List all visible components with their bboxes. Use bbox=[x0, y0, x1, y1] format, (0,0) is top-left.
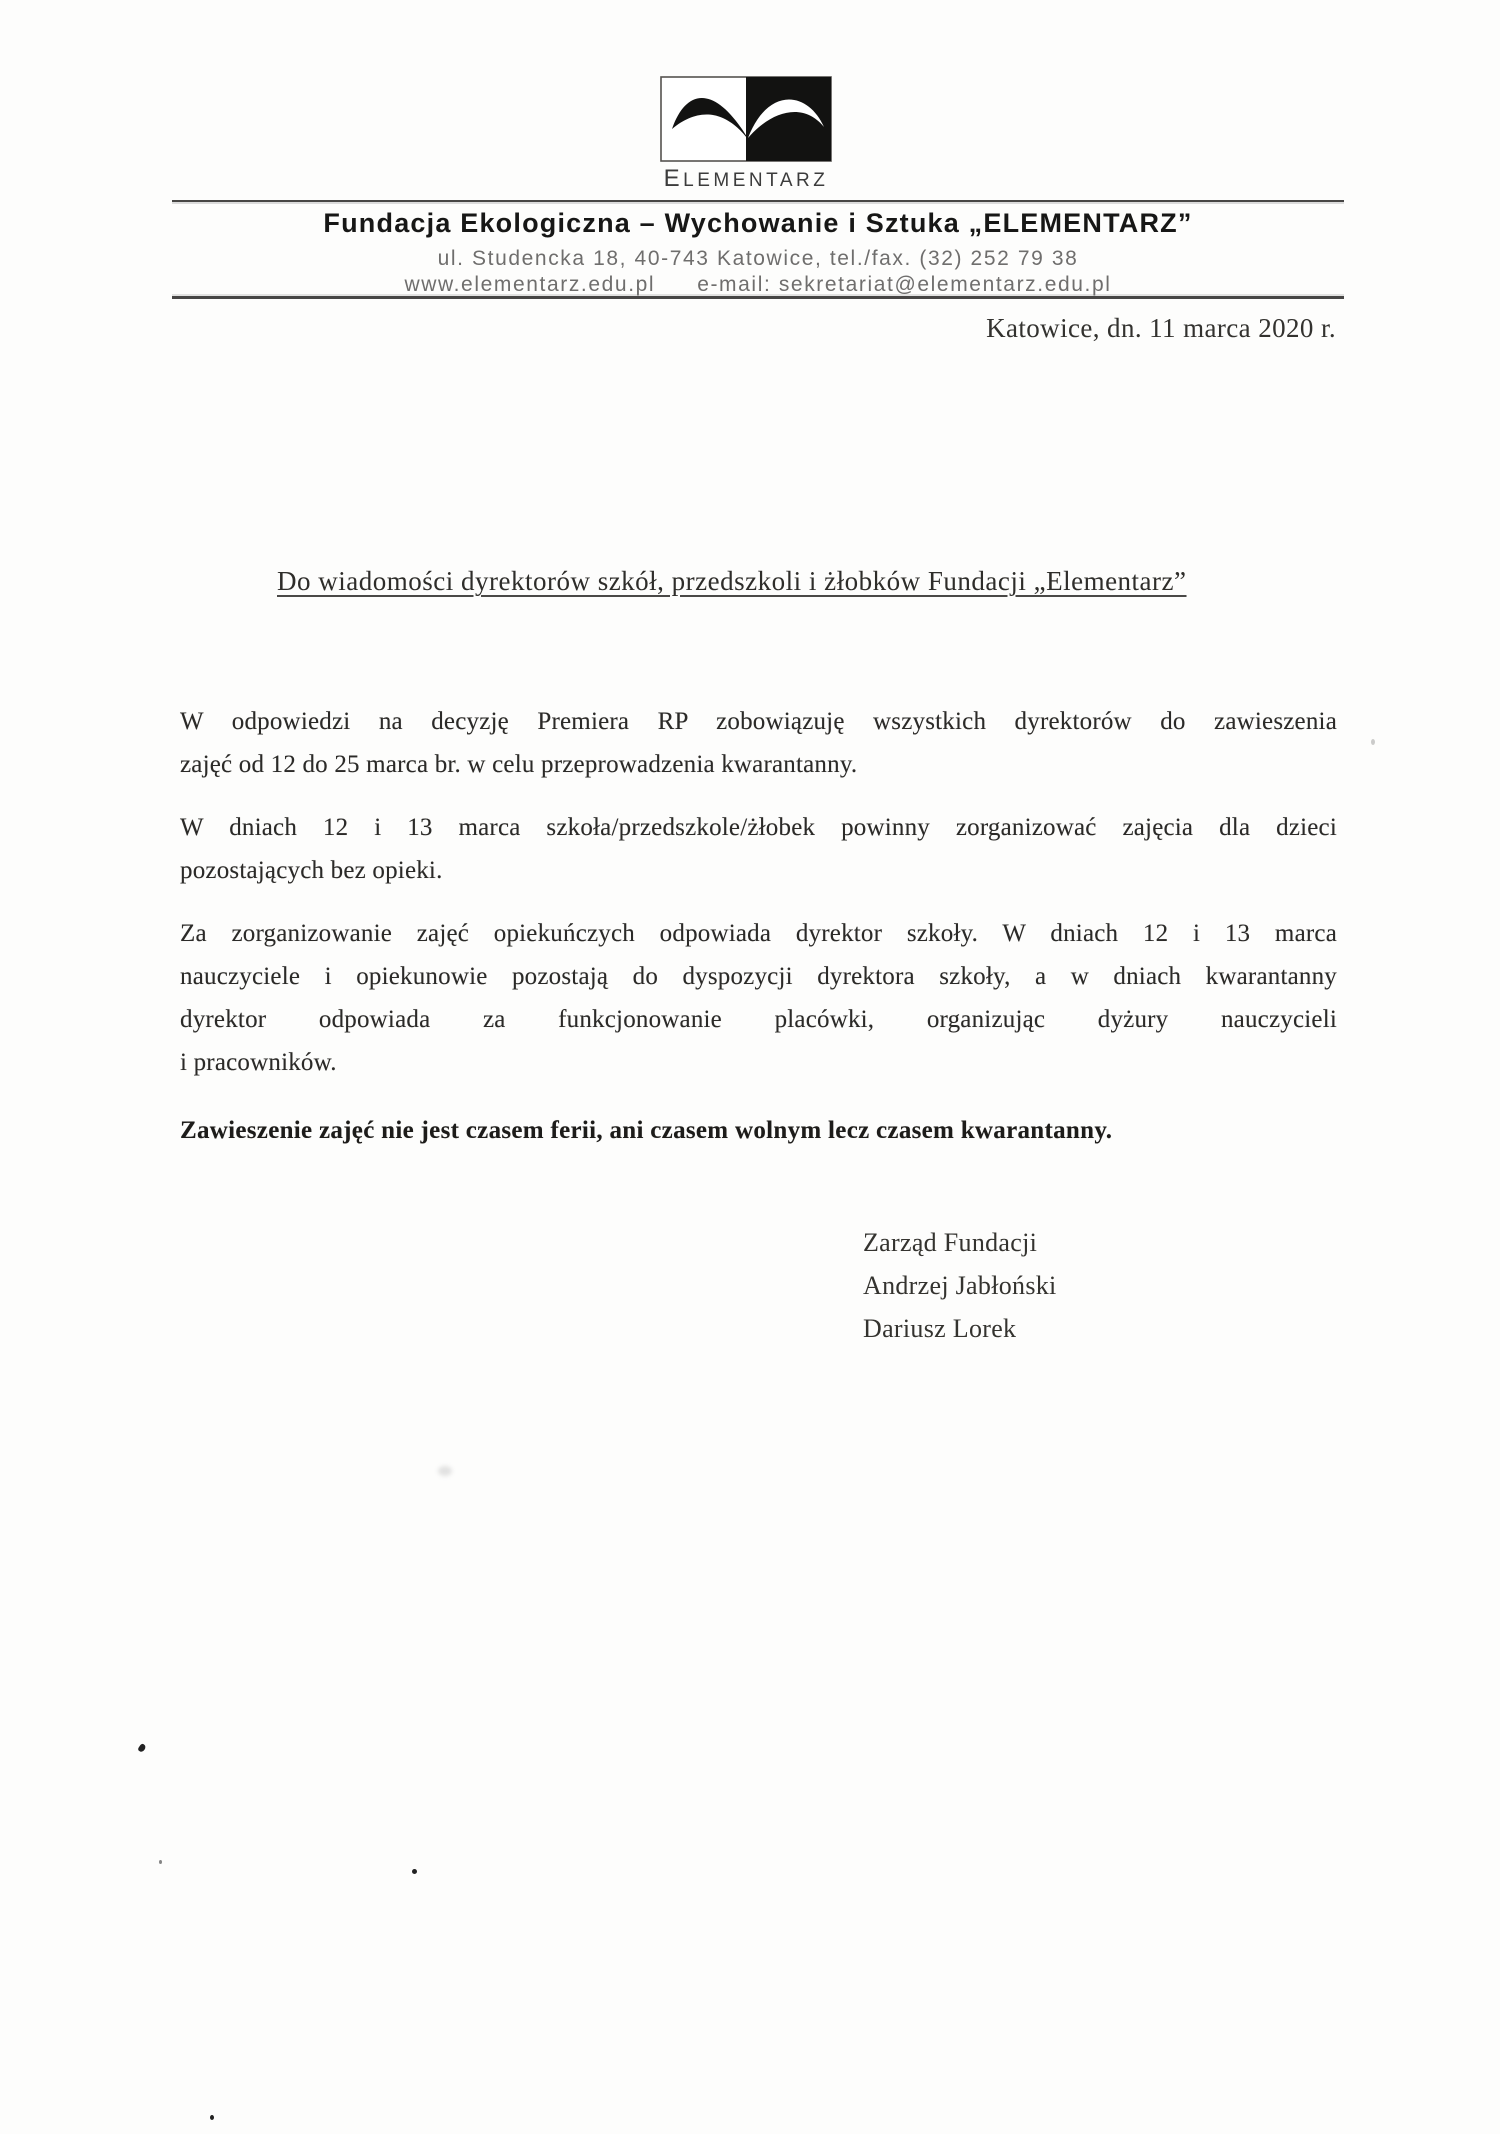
organization-address: ul. Studencka 18, 40-743 Katowice, tel./fax. (32) 252 79 38 bbox=[437, 247, 1079, 270]
organization-name: Fundacja Ekologiczna – Wychowanie i Sztuka „ELEMENTARZ” bbox=[323, 208, 1193, 238]
paragraph-line: W odpowiedzi na decyzję Premiera RP zobowiązuję wszystkich dyrektorów do zawieszenia bbox=[180, 708, 1337, 735]
signatory-name: Dariusz Lorek bbox=[863, 1314, 1017, 1343]
logo-wordmark: ELEMENTARZ bbox=[663, 165, 829, 192]
foundation-logo bbox=[660, 76, 832, 193]
organization-contact-line bbox=[172, 273, 1344, 297]
paragraph-line: dyrektor odpowiada za funkcjonowanie placówki, organizując dyżury nauczycieli bbox=[180, 1006, 1337, 1033]
scan-speck bbox=[1371, 739, 1375, 745]
open-book-logo-icon bbox=[660, 76, 832, 162]
paragraph-line: zajęć od 12 do 25 marca br. w celu przeprowadzenia kwarantanny. bbox=[180, 751, 858, 778]
body-paragraph bbox=[180, 700, 1337, 786]
body-paragraph bbox=[180, 806, 1337, 892]
letter-body bbox=[180, 700, 1337, 1152]
signature-block bbox=[863, 1221, 1057, 1350]
scan-speck bbox=[137, 1743, 147, 1753]
scan-speck bbox=[210, 2115, 214, 2120]
scan-speck bbox=[159, 1860, 162, 1864]
bold-statement: Zawieszenie zajęć nie jest czasem ferii, ani czasem wolnym lecz czasem kwarantanny. bbox=[180, 1117, 1113, 1144]
letterhead-top-rule bbox=[172, 200, 1344, 202]
website-url: www.elementarz.edu.pl bbox=[404, 273, 656, 296]
email-address: e-mail: sekretariat@elementarz.edu.pl bbox=[697, 273, 1112, 296]
letterhead-bottom-rule bbox=[172, 296, 1344, 299]
paragraph-line: Za zorganizowanie zajęć opiekuńczych odpowiada dyrektor szkoły. W dniach 12 i 13 marca bbox=[180, 920, 1337, 947]
paragraph-line: nauczyciele i opiekunowie pozostają do dyspozycji dyrektora szkoły, a w dniach kwarantanny bbox=[180, 963, 1337, 990]
signatory-name: Andrzej Jabłoński bbox=[863, 1271, 1057, 1300]
body-paragraph bbox=[180, 912, 1337, 1084]
scan-smudge bbox=[438, 1466, 452, 1476]
paragraph-line: i pracowników. bbox=[180, 1049, 337, 1076]
paragraph-line: W dniach 12 i 13 marca szkoła/przedszkole/żłobek powinny zorganizować zajęcia dla dzieci bbox=[180, 814, 1337, 841]
scan-speck bbox=[412, 1869, 417, 1874]
paragraph-line: pozostających bez opieki. bbox=[180, 857, 443, 884]
subject-line: Do wiadomości dyrektorów szkół, przedszkoli i żłobków Fundacji „Elementarz” bbox=[277, 566, 1187, 596]
place-and-date: Katowice, dn. 11 marca 2020 r. bbox=[986, 313, 1336, 343]
signature-title: Zarząd Fundacji bbox=[863, 1228, 1038, 1257]
